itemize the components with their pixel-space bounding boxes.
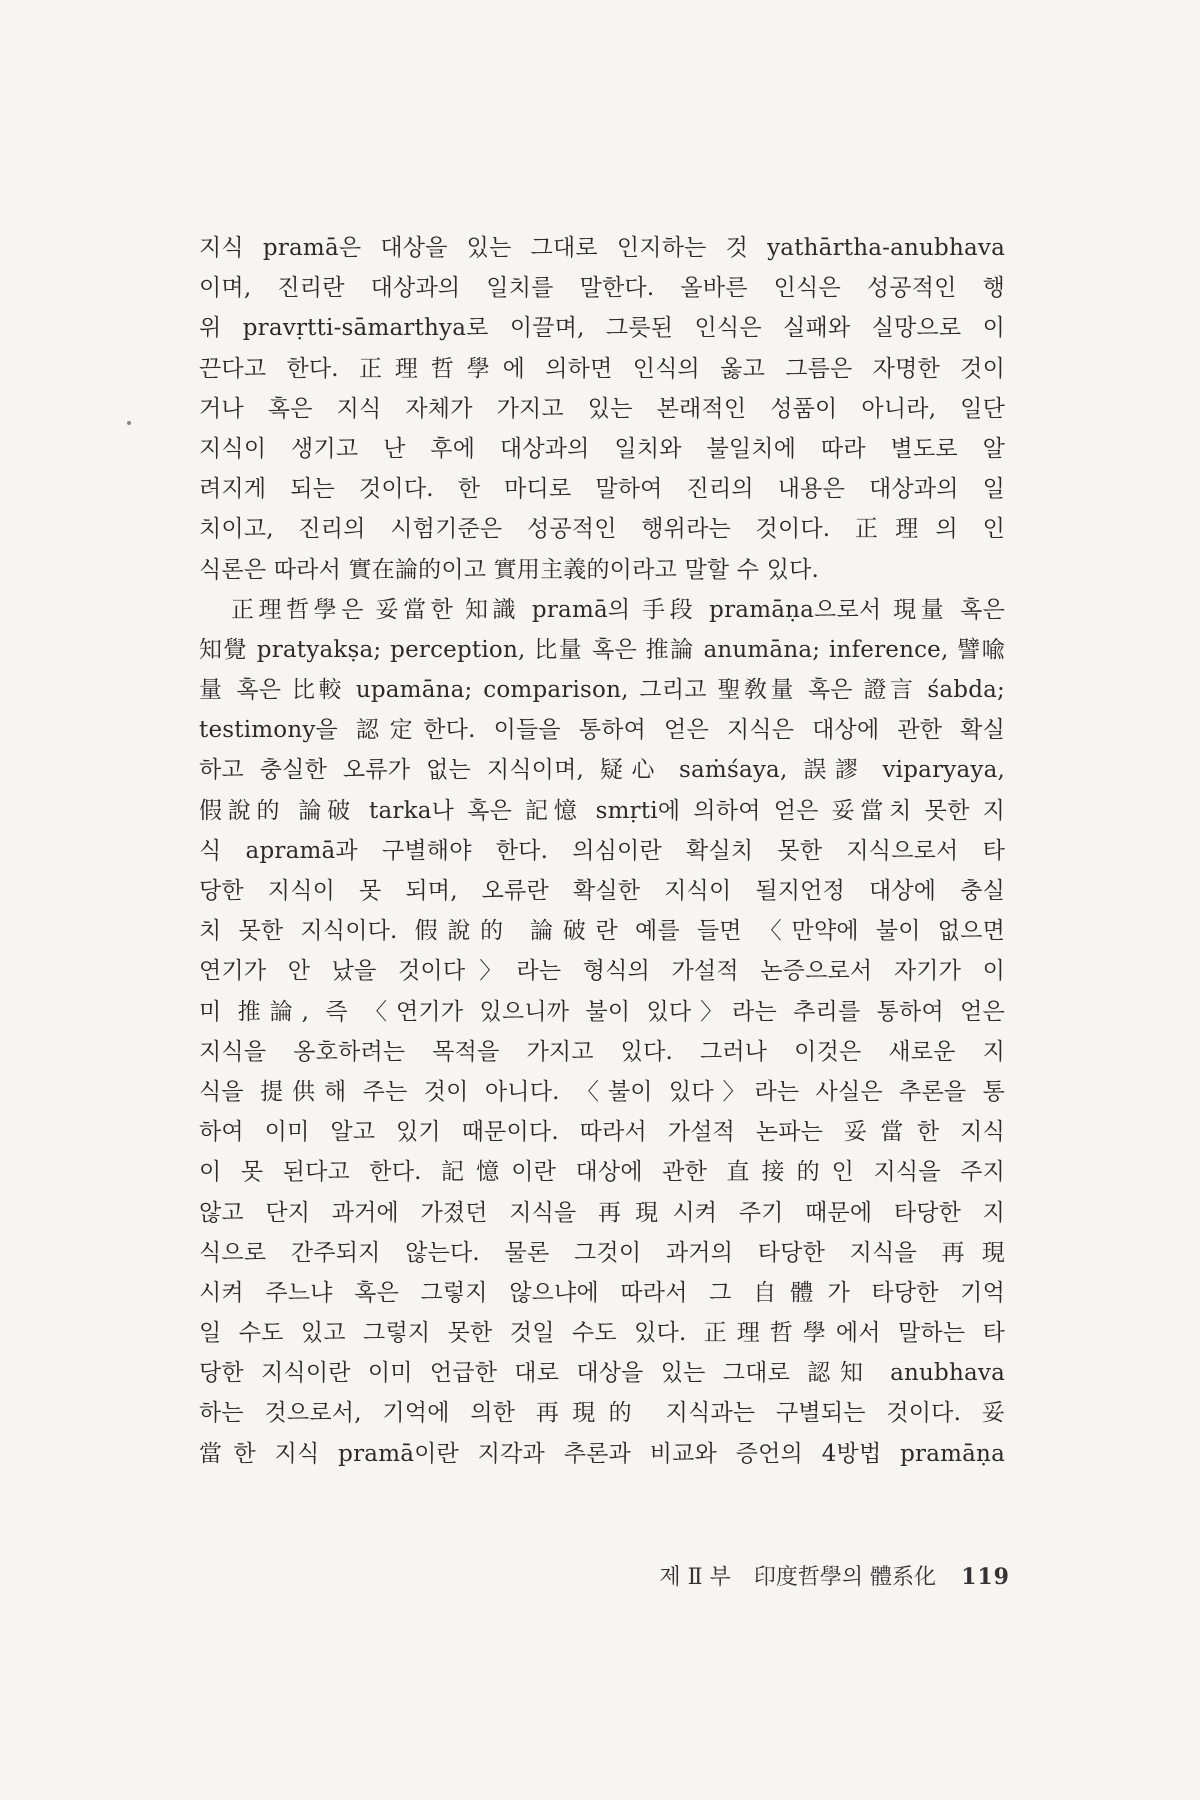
text-line-22: 식을 提供해 주는 것이 아니다. 〈불이 있다〉라는 사실은 추론을 통 <box>199 1078 1005 1105</box>
text-line-10: 正理哲學은 妥當한 知識 pramā의 手段 pramāṇa으로서 現量 혹은 <box>231 596 1005 623</box>
page-number: 119 <box>961 1564 1010 1590</box>
text-line-3: 위 pravṛtti-sāmarthya로 이끌며, 그릇된 인식은 실패와 실망으로 이 <box>199 315 1005 342</box>
text-line-14: 하고 충실한 오류가 없는 지식이며, 疑心 saṁśaya, 誤謬 viparyaya, <box>199 757 1005 784</box>
text-line-20: 미 推論, 즉 〈연기가 있으니까 불이 있다〉라는 추리를 통하여 얻은 <box>199 998 1005 1025</box>
text-line-21: 지식을 옹호하려는 목적을 가지고 있다. 그러나 이것은 새로운 지 <box>199 1038 1005 1065</box>
text-line-16: 식 apramā과 구별해야 한다. 의심이란 확실치 못한 지식으로서 타 <box>199 837 1005 864</box>
text-line-19: 연기가 안 났을 것이다〉라는 형식의 가설적 논증으로서 자기가 이 <box>199 958 1005 985</box>
text-line-17: 당한 지식이 못 되며, 오류란 확실한 지식이 될지언정 대상에 충실 <box>199 878 1005 904</box>
footer-section-title: 印度哲學의 體系化 <box>753 1565 937 1590</box>
text-line-1: 지식 pramā은 대상을 있는 그대로 인지하는 것 yathārtha-anubhava <box>199 235 1005 261</box>
text-line-18: 치 못한 지식이다. 假說的 論破란 예를 들면 〈만약에 불이 없으면 <box>199 918 1005 945</box>
text-line-25: 않고 단지 과거에 가졌던 지식을 再現시켜 주기 때문에 타당한 지 <box>199 1199 1005 1226</box>
text-line-7: 려지게 되는 것이다. 한 마디로 말하여 진리의 내용은 대상과의 일 <box>199 476 1005 503</box>
body-text <box>199 228 1005 1474</box>
text-line-4: 끈다고 한다. 正理哲學에 의하면 인식의 옳고 그름은 자명한 것이 <box>199 355 1005 382</box>
running-footer <box>659 1560 1010 1591</box>
text-line-29: 당한 지식이란 이미 언급한 대로 대상을 있는 그대로 認知 anubhava <box>199 1360 1005 1387</box>
text-line-28: 일 수도 있고 그렇지 못한 것일 수도 있다. 正理哲學에서 말하는 타 <box>199 1320 1005 1347</box>
text-line-13: testimony을 認定한다. 이들을 통하여 얻은 지식은 대상에 관한 확실 <box>199 717 1005 744</box>
text-line-2: 이며, 진리란 대상과의 일치를 말한다. 올바른 인식은 성공적인 행 <box>199 275 1005 302</box>
text-line-11: 知覺 pratyakṣa; perception, 比量 혹은 推論 anumāna; inference, 譬喩 <box>199 636 1005 663</box>
text-line-23: 하여 이미 알고 있기 때문이다. 따라서 가설적 논파는 妥當한 지식 <box>199 1119 1005 1146</box>
text-line-6: 지식이 생기고 난 후에 대상과의 일치와 불일치에 따라 별도로 알 <box>199 435 1005 462</box>
text-line-30: 하는 것으로서, 기억에 의한 再現的 지식과는 구별되는 것이다. 妥 <box>199 1400 1005 1427</box>
footer-part-label: 제 Ⅱ 부 <box>659 1565 731 1590</box>
text-line-9: 식론은 따라서 實在論的이고 實用主義的이라고 말할 수 있다. <box>199 556 820 583</box>
text-line-8: 치이고, 진리의 시험기준은 성공적인 행위라는 것이다. 正理의 인 <box>199 516 1005 543</box>
text-line-5: 거나 혹은 지식 자체가 가지고 있는 본래적인 성품이 아니라, 일단 <box>199 395 1005 422</box>
text-line-12: 量 혹은 比較 upamāna; comparison, 그리고 聖敎量 혹은 證言 śabda; <box>199 677 1005 704</box>
scan-speck <box>127 421 131 425</box>
text-line-27: 시켜 주느냐 혹은 그렇지 않으냐에 따라서 그 自體가 타당한 기억 <box>199 1279 1006 1306</box>
text-line-26: 식으로 간주되지 않는다. 물론 그것이 과거의 타당한 지식을 再現 <box>199 1239 1006 1266</box>
text-line-15: 假說的 論破 tarka나 혹은 記憶 smṛti에 의하여 얻은 妥當치 못한 지 <box>199 797 1005 824</box>
text-line-31: 當한 지식 pramā이란 지각과 추론과 비교와 증언의 4방법 pramāṇa <box>199 1440 1005 1467</box>
text-line-24: 이 못 된다고 한다. 記憶이란 대상에 관한 直接的인 지식을 주지 <box>199 1159 1005 1186</box>
